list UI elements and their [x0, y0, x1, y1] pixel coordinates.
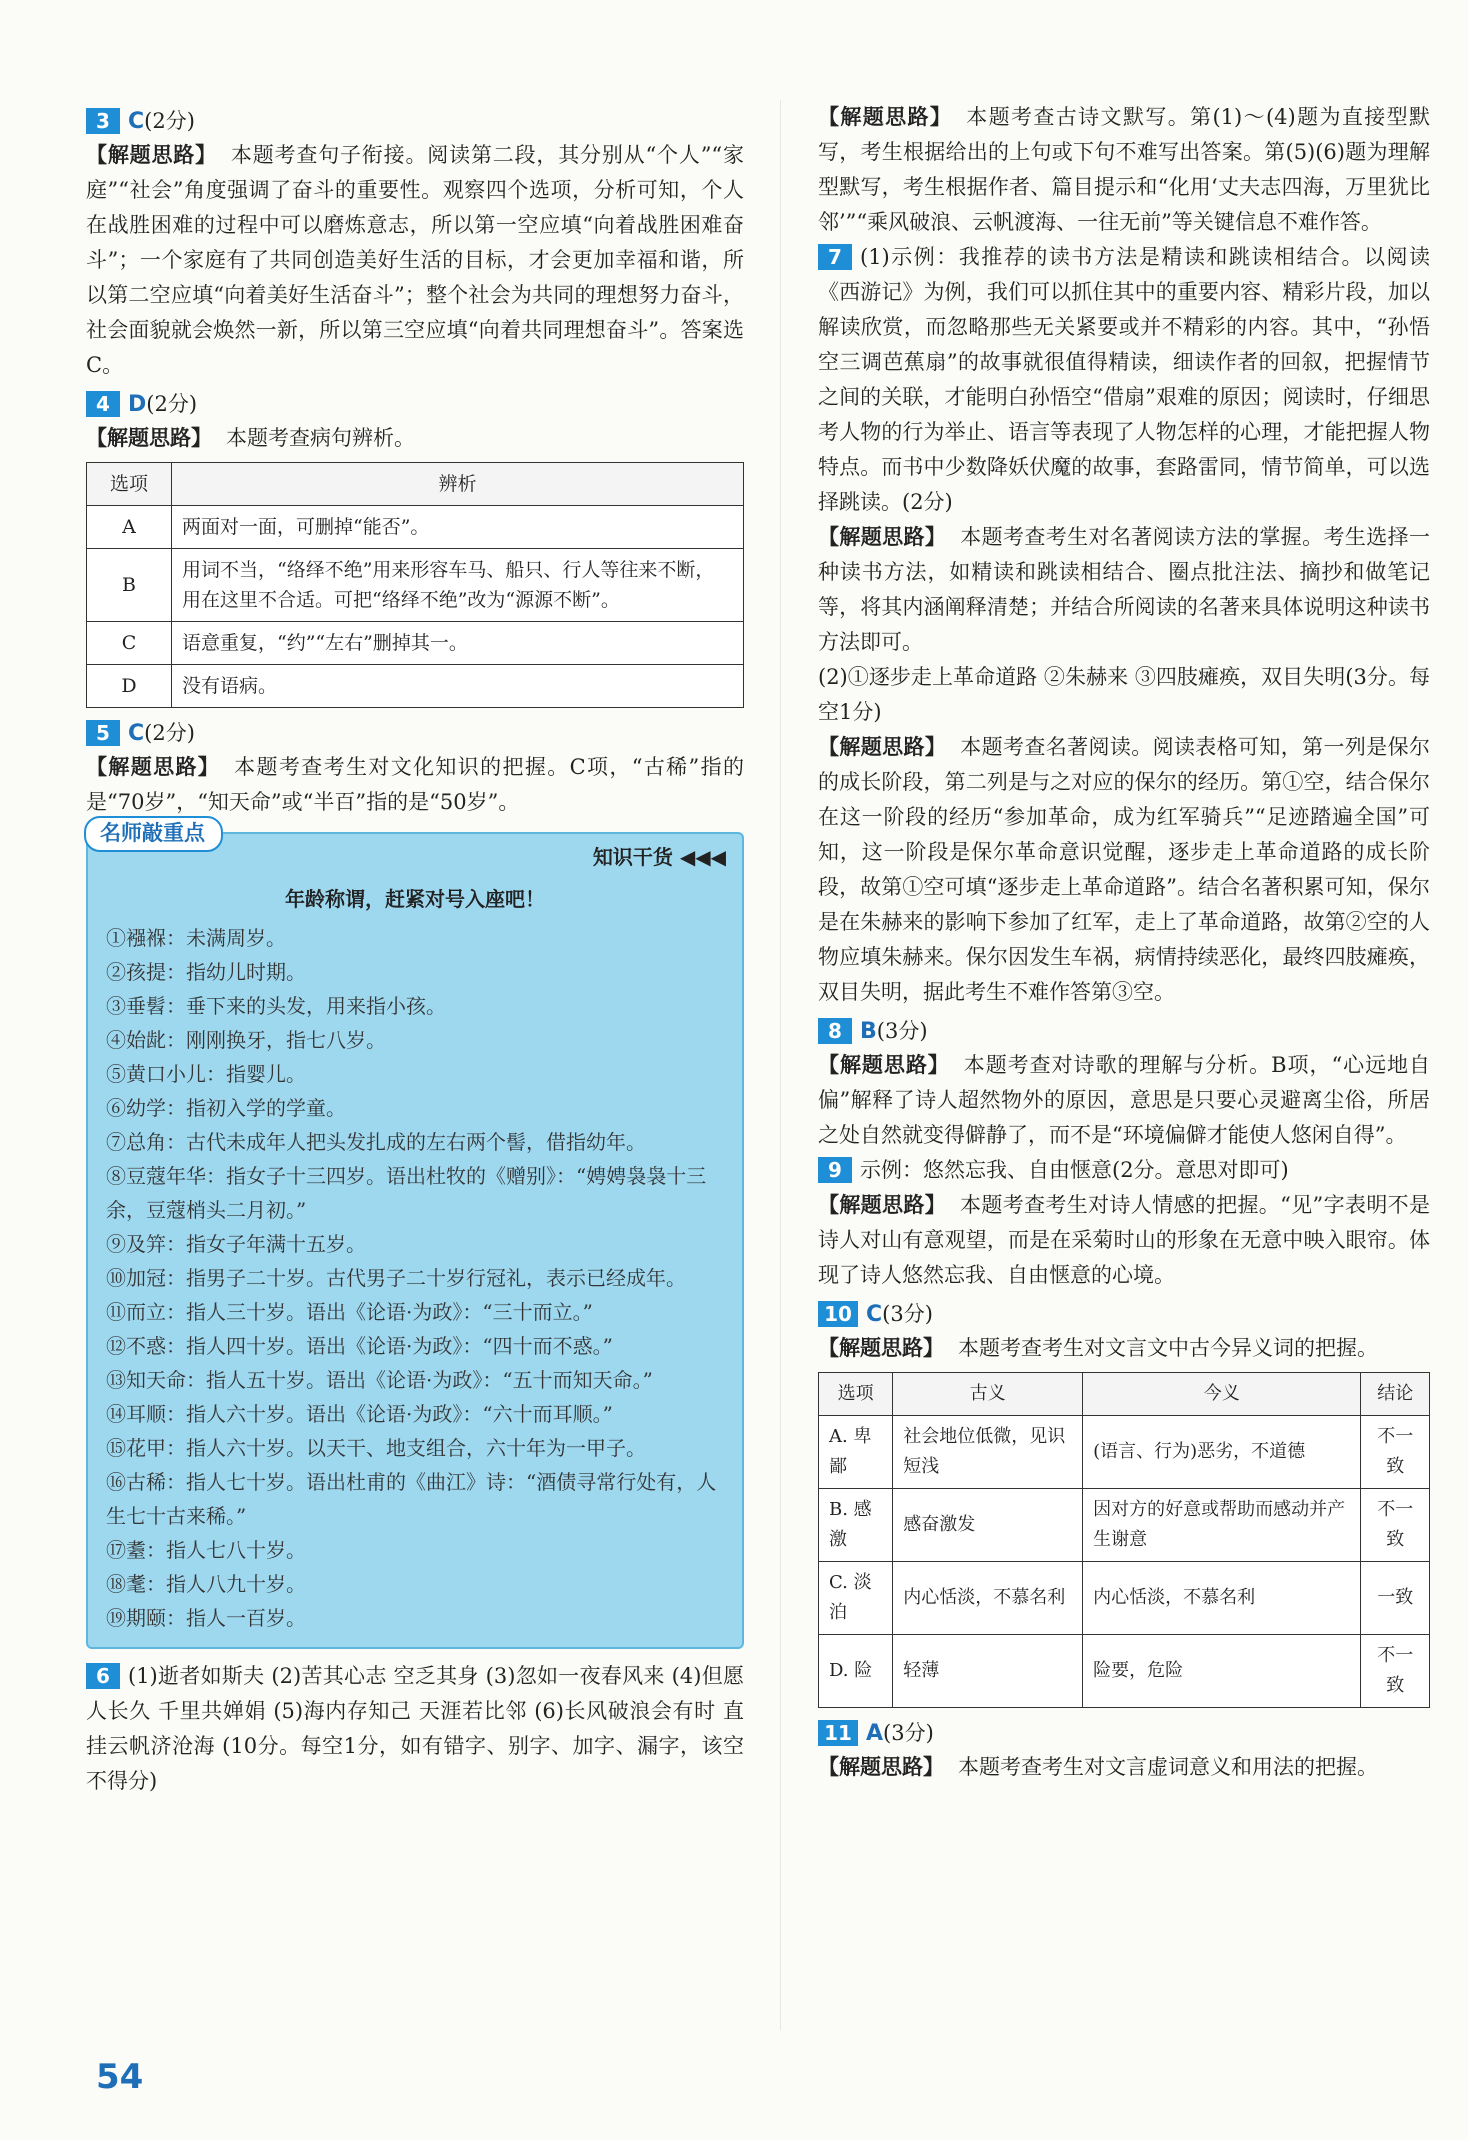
- table-row: D. 险 轻薄 险要，危险 不一致: [819, 1635, 1430, 1708]
- question-6-analysis: [818, 100, 1430, 240]
- analysis-text: 本题考查句子衔接。阅读第二段，其分别从“个人”“家庭”“社会”角度强调了奋斗的重要性。观察四个选项，分析可知，个人在战胜困难的过程中可以磨炼意志，所以第一空应填“向着战胜困难奋斗”；一个家庭有了共同创造美好生活的目标，才会更加幸福和谐，所以第二空应填“向着美好生活奋斗”；整个社会为共同的理想努力奋斗，社会面貌就会焕然一新，所以第三空应填“向着共同理想奋斗”。答案选C。: [86, 143, 744, 377]
- answer: B(3分): [860, 1018, 928, 1044]
- analysis-tag: 【解题思路】: [818, 1755, 944, 1779]
- question-number: 3: [86, 108, 120, 134]
- analysis-tag: 【解题思路】: [818, 735, 947, 759]
- knowledge-title: 名师敲重点: [84, 816, 223, 852]
- answer-text: 示例：悠然忘我、自由惬意(2分。意思对即可): [860, 1158, 1289, 1182]
- question-number: 6: [86, 1663, 120, 1689]
- question-6: [86, 1659, 744, 1799]
- analysis-text: 本题考查名著阅读。阅读表格可知，第一列是保尔的成长阶段，第二列是与之对应的保尔的经历。第①空，结合保尔在这一阶段的经历“参加革命，成为红军骑兵”“足迹踏遍全国”可知，这一阶段是保尔革命意识觉醒，逐步走上革命道路的成长阶段，故第①空可填“逐步走上革命道路”。结合名著积累可知，保尔是在朱赫来的影响下参加了红军，走上了革命道路，故第②空的人物应填朱赫来。保尔因发生车祸，病情持续恶化，最终四肢瘫痪，双目失明，据此考生不难作答第③空。: [818, 735, 1431, 1004]
- knowledge-item: ⑥幼学：指初入学的学童。: [106, 1096, 346, 1120]
- table-header: 结论: [1361, 1373, 1430, 1416]
- knowledge-item: ⑪而立：指人三十岁。语出《论语·为政》：“三十而立。”: [106, 1300, 593, 1324]
- table-row: B. 感激 感奋激发 因对方的好意或帮助而感动并产生谢意 不一致: [819, 1489, 1430, 1562]
- page-number: 54: [96, 2057, 144, 2097]
- analysis-text: 本题考查对诗歌的理解与分析。B项，“心远地自偏”解释了诗人超然物外的原因，意思是只要心灵避离尘俗，所居之处自然就变得僻静了，而不是“环境偏僻才能使人悠闲自得”。: [818, 1053, 1431, 1147]
- question-number: 8: [818, 1018, 852, 1044]
- knowledge-subtitle: 年龄称谓，赶紧对号入座吧！: [285, 887, 545, 911]
- knowledge-item: ⑧豆蔻年华：指女子十三四岁。语出杜牧的《赠别》：“娉娉袅袅十三余，豆蔻梢头二月初。”: [106, 1164, 707, 1222]
- question-number: 5: [86, 720, 120, 746]
- question-number: 10: [818, 1301, 858, 1327]
- question-number: 7: [818, 244, 852, 270]
- answer-text: (1)逝者如斯夫 (2)苦其心志 空乏其身 (3)忽如一夜春风来 (4)但愿人长久 千里共婵娟 (5)海内存知己 天涯若比邻 (6)长风破浪会有时 直挂云帆济沧海 (10分。每空1分，如有错字、别字、加字、漏字，该空不得分): [86, 1664, 744, 1793]
- knowledge-item: ⑨及笄：指女子年满十五岁。: [106, 1232, 366, 1256]
- table-row: D 没有语病。: [87, 665, 744, 708]
- analysis-text: 本题考查考生对文化知识的把握。C项，“古稀”指的是“70岁”，“知天命”或“半百”指的是“50岁”。: [86, 755, 744, 814]
- analysis-tag: 【解题思路】: [818, 525, 947, 549]
- question-5: [86, 716, 744, 820]
- analysis-tag: 【解题思路】: [818, 105, 953, 129]
- table-row: A. 卑鄙 社会地位低微，见识短浅 (语言、行为)恶劣，不道德 不一致: [819, 1416, 1430, 1489]
- right-column: [818, 100, 1430, 1785]
- table-header: 今义: [1083, 1373, 1361, 1416]
- analysis-text: 本题考查考生对名著阅读方法的掌握。考生选择一种读书方法，如精读和跳读相结合、圈点批注法、摘抄和做笔记等，将其内涵阐释清楚；并结合所阅读的名著来具体说明这种读书方法即可。: [818, 525, 1431, 654]
- sentence-analysis-table: [86, 462, 744, 708]
- question-9: [818, 1153, 1430, 1293]
- knowledge-item: ⑦总角：古代未成年人把头发扎成的左右两个髻，借指幼年。: [106, 1130, 646, 1154]
- analysis-tag: 【解题思路】: [818, 1336, 944, 1360]
- question-10: [818, 1297, 1430, 1708]
- knowledge-item: ⑩加冠：指男子二十岁。古代男子二十岁行冠礼，表示已经成年。: [106, 1266, 686, 1290]
- answer: C(2分): [128, 108, 195, 134]
- answer: A(3分): [866, 1720, 934, 1746]
- analysis-tag: 【解题思路】: [818, 1193, 947, 1217]
- table-row: B 用词不当，“络绎不绝”用来形容车马、船只、行人等往来不断，用在这里不合适。可把“络绎不绝”改为“源源不断”。: [87, 549, 744, 622]
- left-column: [86, 100, 744, 1799]
- answer: C(3分): [866, 1301, 933, 1327]
- knowledge-box: [86, 821, 744, 1649]
- question-number: 11: [818, 1720, 858, 1746]
- question-number: 4: [86, 391, 120, 417]
- table-header: 古义: [893, 1373, 1083, 1416]
- table-header: 选项: [87, 463, 172, 506]
- answer-text: (2)①逐步走上革命道路 ②朱赫来 ③四肢瘫痪，双目失明(3分。每空1分): [818, 665, 1430, 724]
- question-7: [818, 240, 1430, 1010]
- question-3: [86, 104, 744, 383]
- analysis-text: 本题考查病句辨析。: [226, 426, 415, 450]
- analysis-text: 本题考查考生对诗人情感的把握。“见”字表明不是诗人对山有意观望，而是在采菊时山的形象在无意中映入眼帘。体现了诗人悠然忘我、自由惬意的心境。: [818, 1193, 1430, 1287]
- question-number: 9: [818, 1157, 852, 1183]
- column-divider: [780, 100, 781, 2030]
- analysis-text: 本题考查考生对文言虚词意义和用法的把握。: [958, 1755, 1378, 1779]
- question-8: [818, 1014, 1430, 1153]
- question-11: [818, 1716, 1430, 1785]
- knowledge-item: ⑯古稀：指人七十岁。语出杜甫的《曲江》诗：“酒债寻常行处有，人生七十古来稀。”: [106, 1470, 717, 1528]
- knowledge-item: ⑤黄口小儿：指婴儿。: [106, 1062, 306, 1086]
- analysis-text: 本题考查考生对文言文中古今异义词的把握。: [958, 1336, 1378, 1360]
- answer: C(2分): [128, 720, 195, 746]
- question-4: [86, 387, 744, 708]
- knowledge-item: ②孩提：指幼儿时期。: [106, 960, 306, 984]
- analysis-tag: 【解题思路】: [86, 755, 221, 779]
- knowledge-item: ⑬知天命：指人五十岁。语出《论语·为政》：“五十而知天命。”: [106, 1368, 653, 1392]
- table-row: C 语意重复，“约”“左右”删掉其一。: [87, 622, 744, 665]
- knowledge-item: ⑫不惑：指人四十岁。语出《论语·为政》：“四十而不惑。”: [106, 1334, 613, 1358]
- analysis-tag: 【解题思路】: [86, 143, 217, 167]
- knowledge-item: ①襁褓：未满周岁。: [106, 926, 286, 950]
- table-row: A 两面对一面，可删掉“能否”。: [87, 506, 744, 549]
- analysis-tag: 【解题思路】: [86, 426, 212, 450]
- knowledge-item: ⑮花甲：指人六十岁。以天干、地支组合，六十年为一甲子。: [106, 1436, 646, 1460]
- table-header: 选项: [819, 1373, 893, 1416]
- knowledge-item: ③垂髫：垂下来的头发，用来指小孩。: [106, 994, 446, 1018]
- answer-text: (1)示例：我推荐的读书方法是精读和跳读相结合。以阅读《西游记》为例，我们可以抓住其中的重要内容、精彩片段，加以解读欣赏，而忽略那些无关紧要或并不精彩的内容。其中，“孙悟空三调芭蕉扇”的故事就很值得精读，细读作者的回叙，把握情节之间的关联，才能明白孙悟空“借扇”艰难的原因；阅读时，仔细思考人物的行为举止、语言等表现了人物怎样的心理，才能把握人物特点。而书中少数降妖伏魔的故事，套路雷同，情节简单，可以选择跳读。(2分): [818, 245, 1430, 514]
- analysis-tag: 【解题思路】: [818, 1053, 950, 1077]
- table-header: 辨析: [172, 463, 744, 506]
- knowledge-item: ④始龀：刚刚换牙，指七八岁。: [106, 1028, 386, 1052]
- knowledge-item: ⑰耋：指人七八十岁。: [106, 1538, 306, 1562]
- answer: D(2分): [128, 391, 198, 417]
- analysis-text: 本题考查古诗文默写。第(1)～(4)题为直接型默写，考生根据给出的上句或下句不难写出答案。第(5)(6)题为理解型默写，考生根据作者、篇目提示和“化用‘丈夫志四海，万里犹比邻’”“乘风破浪、云帆渡海、一往无前”等关键信息不难作答。: [818, 105, 1430, 234]
- table-row: C. 淡泊 内心恬淡，不慕名利 内心恬淡，不慕名利 一致: [819, 1562, 1430, 1635]
- knowledge-item: ⑱耄：指人八九十岁。: [106, 1572, 306, 1596]
- knowledge-item: ⑲期颐：指人一百岁。: [106, 1606, 306, 1630]
- knowledge-item: ⑭耳顺：指人六十岁。语出《论语·为政》：“六十而耳顺。”: [106, 1402, 613, 1426]
- ancient-modern-word-table: [818, 1372, 1430, 1708]
- knowledge-tag: 知识干货 ◀◀◀: [592, 845, 726, 869]
